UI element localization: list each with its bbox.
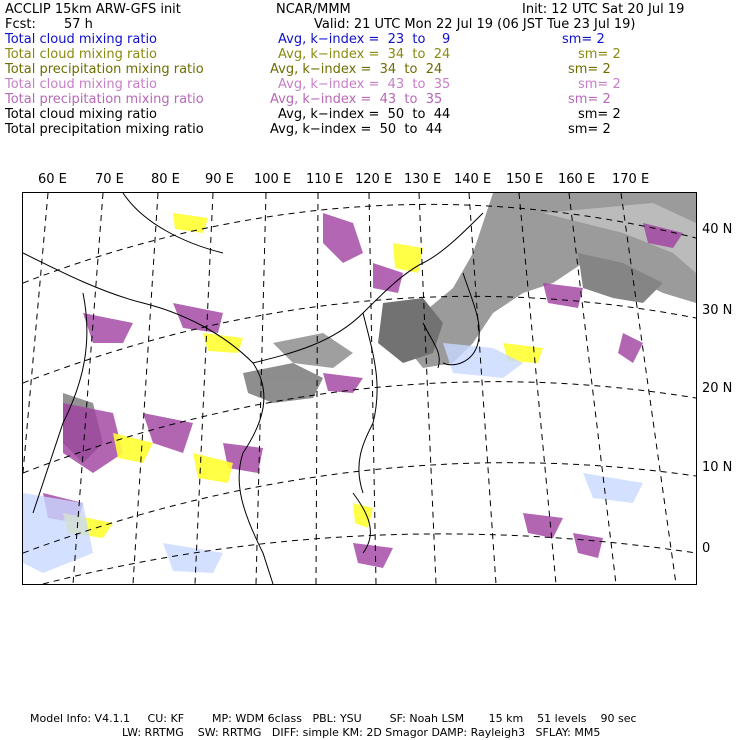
field-sm-7: sm= 2 (568, 122, 611, 137)
field-avg-2: Avg, k−index = 34 to 24 (278, 47, 451, 62)
map-canvas (23, 193, 696, 584)
field-avg-5: Avg, k−index = 43 to 35 (270, 92, 443, 107)
lon-label-140e: 140 E (454, 172, 492, 187)
field-avg-4: Avg, k−index = 43 to 35 (278, 77, 451, 92)
field-name-6: Total cloud mixing ratio (5, 107, 158, 122)
field-sm-2: sm= 2 (578, 47, 621, 62)
org-label: NCAR/MMM (276, 2, 351, 17)
model-info-line2: LW: RRTMG SW: RRTMG DIFF: simple KM: 2D Smagor DAMP: Rayleigh3 SFLAY: MM5 (122, 726, 601, 739)
lon-label-150e: 150 E (506, 172, 544, 187)
lon-label-130e: 130 E (404, 172, 442, 187)
field-avg-6: Avg, k−index = 50 to 44 (278, 107, 451, 122)
field-avg-1: Avg, k−index = 23 to 9 (278, 32, 451, 47)
lon-label-160e: 160 E (558, 172, 596, 187)
lon-label-170e: 170 E (612, 172, 650, 187)
model-info-line1: Model Info: V4.1.1 CU: KF MP: WDM 6class PBL: YSU SF: Noah LSM 15 km 51 levels 90 sec (30, 712, 637, 725)
map-panel (22, 192, 697, 585)
field-sm-3: sm= 2 (568, 62, 611, 77)
lat-label-30n: 30 N (702, 303, 733, 318)
field-name-5: Total precipitation mixing ratio (5, 92, 204, 107)
field-sm-4: sm= 2 (578, 77, 621, 92)
lon-label-60e: 60 E (38, 172, 67, 187)
lat-label-40n: 40 N (702, 222, 733, 237)
init-time: Init: 12 UTC Sat 20 Jul 19 (522, 2, 685, 17)
field-name-7: Total precipitation mixing ratio (5, 122, 204, 137)
field-sm-6: sm= 2 (578, 107, 621, 122)
lon-label-80e: 80 E (151, 172, 180, 187)
field-avg-3: Avg, k−index = 34 to 24 (270, 62, 443, 77)
valid-time: Valid: 21 UTC Mon 22 Jul 19 (06 JST Tue 23 Jul 19) (314, 17, 636, 32)
field-name-4: Total cloud mixing ratio (5, 77, 158, 92)
lat-label-20n: 20 N (702, 381, 733, 396)
lon-label-110e: 110 E (306, 172, 344, 187)
field-sm-5: sm= 2 (568, 92, 611, 107)
model-title: ACCLIP 15km ARW-GFS init (5, 2, 181, 17)
field-name-3: Total precipitation mixing ratio (5, 62, 204, 77)
lat-label-10n: 10 N (702, 460, 733, 475)
lon-label-120e: 120 E (355, 172, 393, 187)
fcst-value: 57 h (64, 17, 93, 32)
fcst-label: Fcst: (5, 17, 36, 32)
field-name-1: Total cloud mixing ratio (5, 32, 158, 47)
lat-label-0: 0 (702, 541, 711, 556)
field-sm-1: sm= 2 (562, 32, 605, 47)
lon-label-90e: 90 E (205, 172, 234, 187)
field-avg-7: Avg, k−index = 50 to 44 (270, 122, 443, 137)
field-name-2: Total cloud mixing ratio (5, 47, 158, 62)
lon-label-100e: 100 E (254, 172, 292, 187)
lon-label-70e: 70 E (95, 172, 124, 187)
